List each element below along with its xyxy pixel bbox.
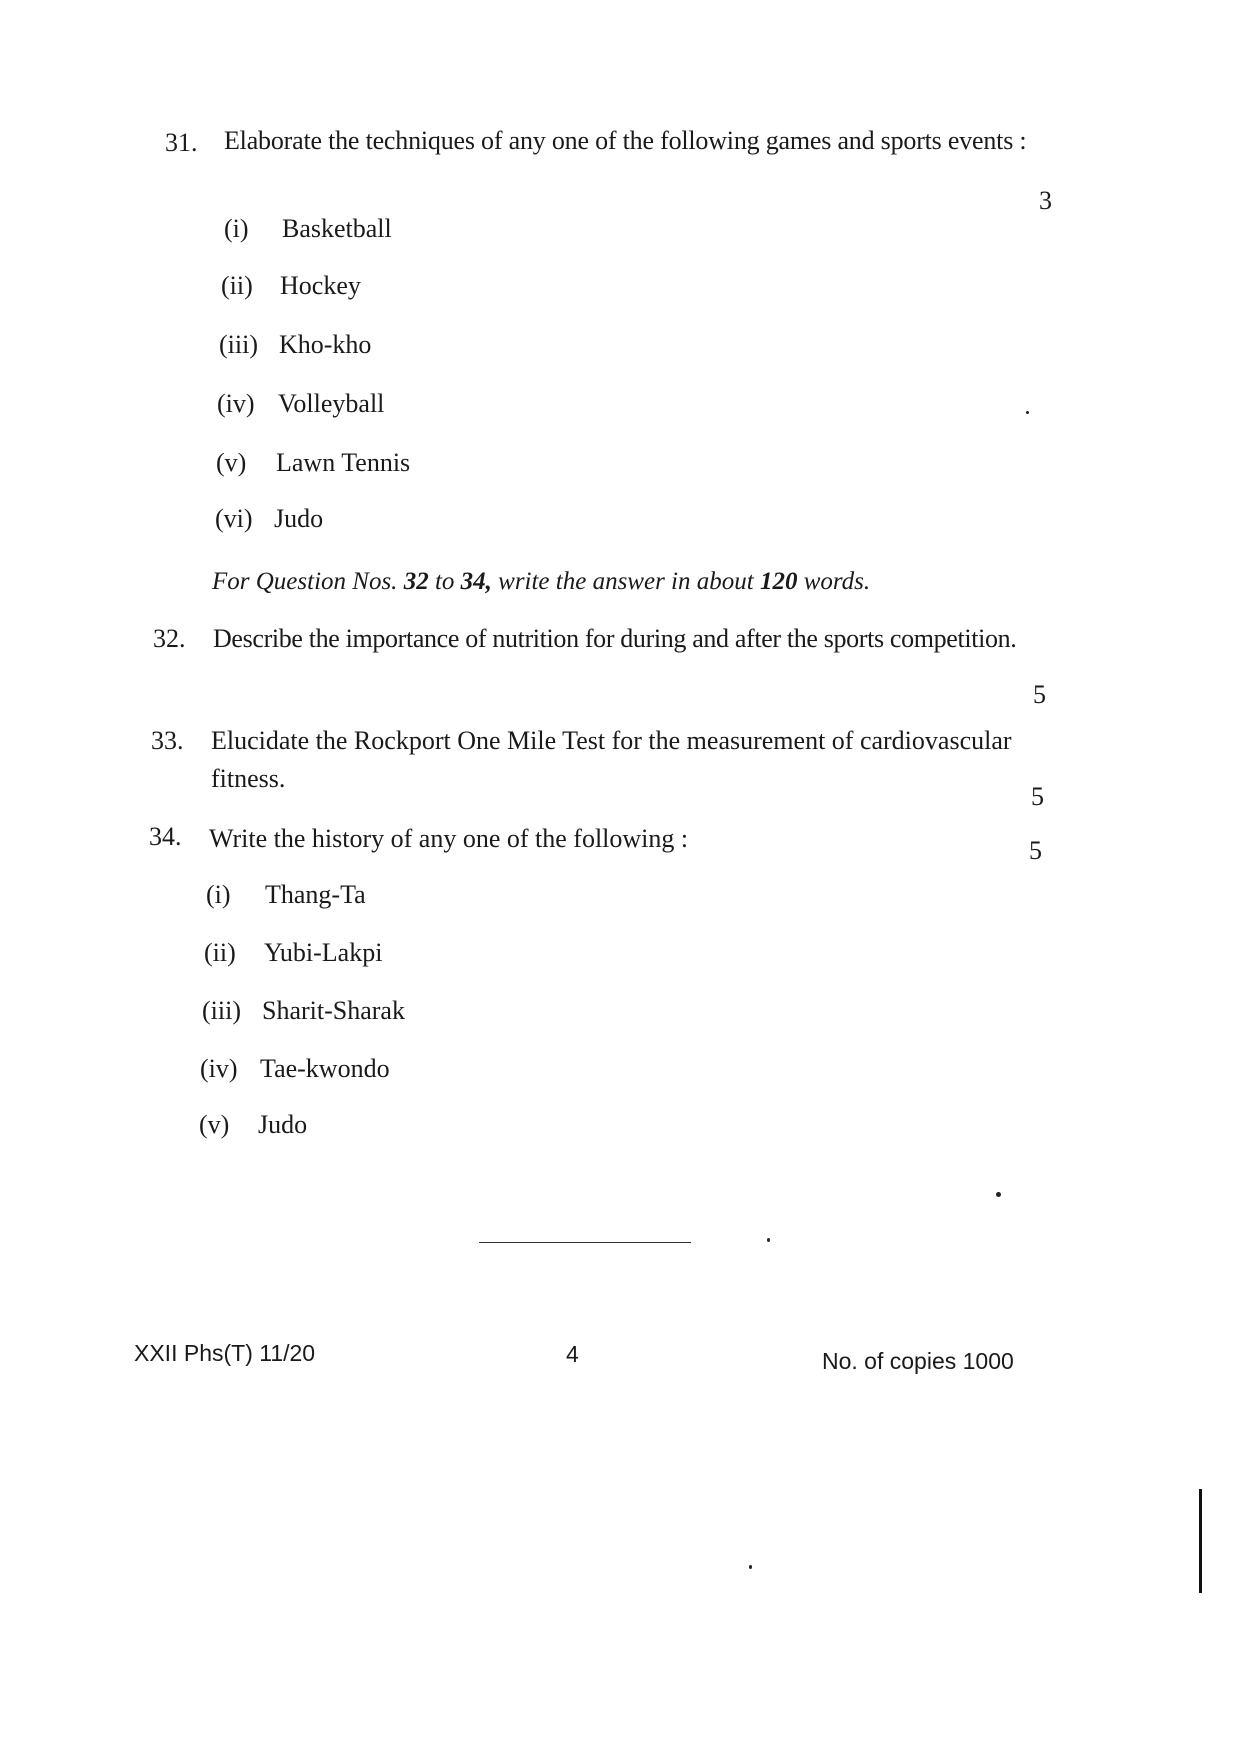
q31-text: Elaborate the techniques of any one of the following games and sports events : [224,126,1027,155]
q31-option-text: Basketball [282,214,392,243]
q31-marks: 3 [1039,186,1052,215]
q34-number: 34. [149,822,182,851]
instruction-to-word: to [434,568,455,595]
scan-speck [1026,411,1029,414]
instruction-words: 120 [759,568,798,595]
instruction-line [212,568,870,596]
q34-option-label: (iii) [202,996,241,1025]
q31-option-text: Lawn Tennis [276,448,411,477]
q31-number: 31. [165,128,198,157]
instruction-to: 34, [460,568,492,595]
q34-option-text: Sharit-Sharak [262,996,405,1025]
scan-speck [749,1565,752,1569]
end-of-paper-rule [479,1242,691,1243]
q34-option-text: Tae-kwondo [260,1054,390,1083]
q32-text: Describe the importance of nutrition for during and after the sports competition. [213,624,1017,653]
q34-option-label: (i) [206,880,231,909]
q32-marks: 5 [1033,680,1046,709]
q31-option-text: Volleyball [278,389,385,418]
scan-speck [767,1238,770,1242]
footer-page-number: 4 [566,1341,579,1367]
q34-option-label: (iv) [200,1054,238,1083]
q34-option-label: (ii) [204,938,236,967]
footer-paper-code: XXII Phs(T) 11/20 [134,1340,316,1366]
footer-copies: No. of copies 1000 [822,1348,1014,1374]
q34-option-text: Thang-Ta [265,880,366,909]
q31-option-label: (iv) [217,389,255,418]
q31-option-label: (iii) [219,330,258,359]
q33-line1: Elucidate the Rockport One Mile Test for the measurement of cardiovascular [211,726,1012,755]
q34-text: Write the history of any one of the following : [209,824,689,853]
q31-option-text: Kho-kho [279,330,372,359]
q34-option-text: Yubi-Lakpi [264,938,383,967]
instruction-suffix: words. [803,568,871,595]
q31-option-text: Hockey [280,271,361,300]
scan-speck [996,1192,1001,1197]
q33-marks: 5 [1031,782,1044,811]
q31-option-label: (ii) [221,271,253,300]
q31-option-label: (v) [216,448,247,477]
margin-mark [1199,1489,1202,1593]
instruction-from: 32 [403,568,429,595]
q33-number: 33. [151,726,184,755]
q31-option-label: (i) [224,214,249,243]
q32-number: 32. [153,624,186,653]
instruction-middle: write the answer in about [498,568,754,595]
q34-option-text: Judo [258,1110,308,1139]
q33-line2: fitness. [211,764,286,793]
instruction-prefix: For Question Nos. [212,568,398,595]
q34-marks: 5 [1029,836,1042,865]
q31-option-label: (vi) [215,504,253,533]
q34-option-label: (v) [199,1110,230,1139]
q31-option-text: Judo [274,504,324,533]
